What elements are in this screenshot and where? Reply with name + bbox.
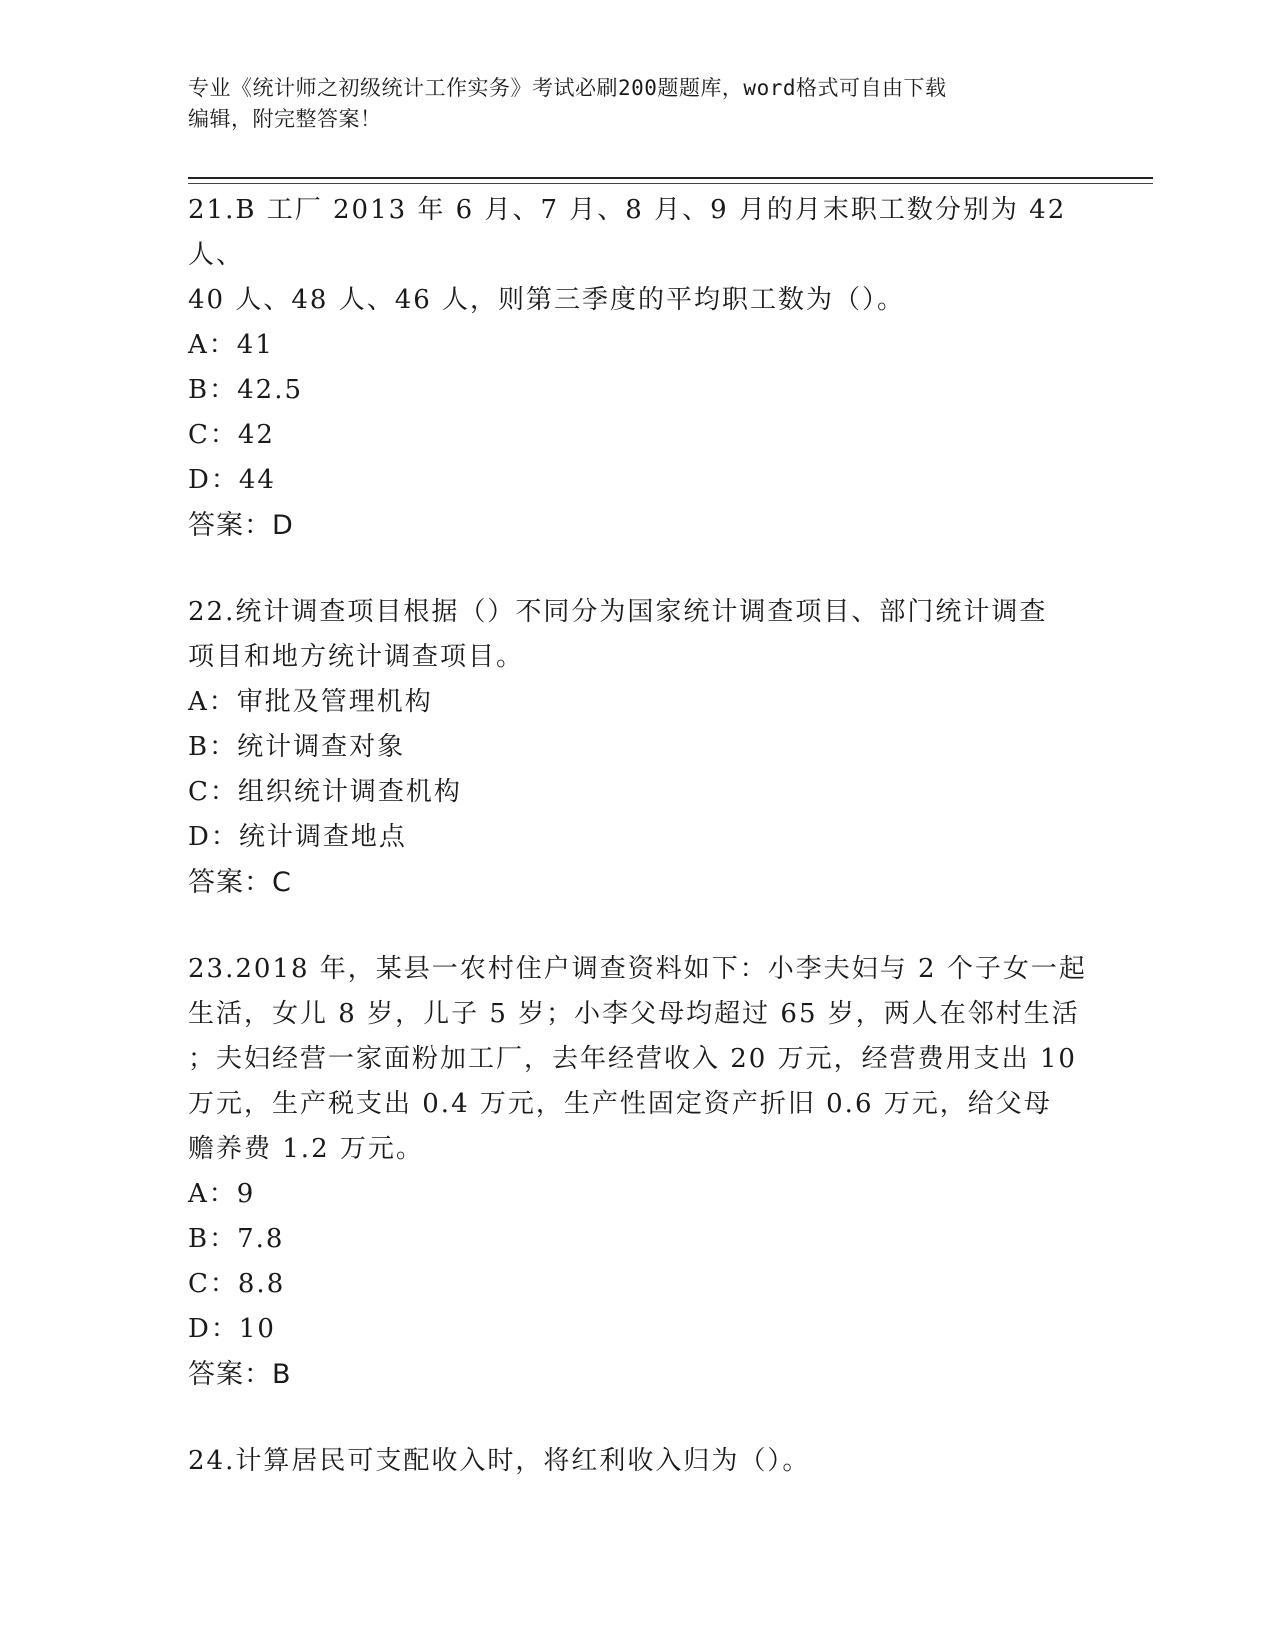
question-21 (188, 188, 1088, 548)
option-b: B：统计调查对象 (188, 732, 406, 762)
question-24 (188, 1439, 1088, 1484)
stem-line: 40 人、48 人、46 人，则第三季度的平均职工数为（）。 (188, 285, 906, 315)
document-header (188, 73, 1088, 135)
stem-line: 赡养费 1.2 万元。 (188, 1134, 424, 1164)
stem-line: 万元，生产税支出 0.4 万元，生产性固定资产折旧 0.6 万元，给父母 (188, 1089, 1052, 1119)
option-b: B：42.5 (188, 375, 303, 405)
option-c: C：组织统计调查机构 (188, 777, 462, 807)
option-d: D：44 (188, 465, 276, 495)
answer: 答案：B (188, 1359, 292, 1390)
header-line-1: 专业《统计师之初级统计工作实务》考试必刷200题题库，word格式可自由下载 (188, 76, 947, 100)
stem-line: 23.2018 年，某县一农村住户调查资料如下：小李夫妇与 2 个子女一起 (188, 954, 1087, 984)
option-b: B：7.8 (188, 1224, 285, 1254)
stem-line: 21.B 工厂 2013 年 6 月、7 月、8 月、9 月的月末职工数分别为 42 人、 (188, 195, 1067, 270)
stem-line: 24.计算居民可支配收入时，将红利收入归为（）。 (188, 1446, 811, 1476)
question-22 (188, 590, 1088, 905)
option-a: A：审批及管理机构 (188, 687, 433, 717)
header-divider-thick (188, 177, 1153, 179)
header-divider-thin (188, 183, 1153, 184)
stem-line: 22.统计调查项目根据（）不同分为国家统计调查项目、部门统计调查 (188, 597, 1048, 627)
header-line-2: 编辑，附完整答案！ (188, 107, 382, 131)
answer: 答案：C (188, 867, 292, 898)
option-d: D：10 (188, 1314, 276, 1344)
option-c: C：42 (188, 420, 275, 450)
question-stem (188, 590, 1088, 680)
question-list (188, 188, 1088, 1526)
option-d: D：统计调查地点 (188, 822, 407, 852)
question-stem (188, 188, 1088, 323)
stem-line: ；夫妇经营一家面粉加工厂，去年经营收入 20 万元，经营费用支出 10 (188, 1044, 1077, 1074)
option-a: A：9 (188, 1179, 256, 1209)
option-a: A：41 (188, 330, 274, 360)
option-c: C：8.8 (188, 1269, 286, 1299)
answer: 答案：D (188, 510, 294, 541)
question-23 (188, 947, 1088, 1397)
stem-line: 项目和地方统计调查项目。 (188, 642, 525, 672)
question-stem (188, 1439, 1088, 1484)
question-stem (188, 947, 1088, 1172)
stem-line: 生活，女儿 8 岁，儿子 5 岁；小李父母均超过 65 岁，两人在邻村生活 (188, 999, 1080, 1029)
